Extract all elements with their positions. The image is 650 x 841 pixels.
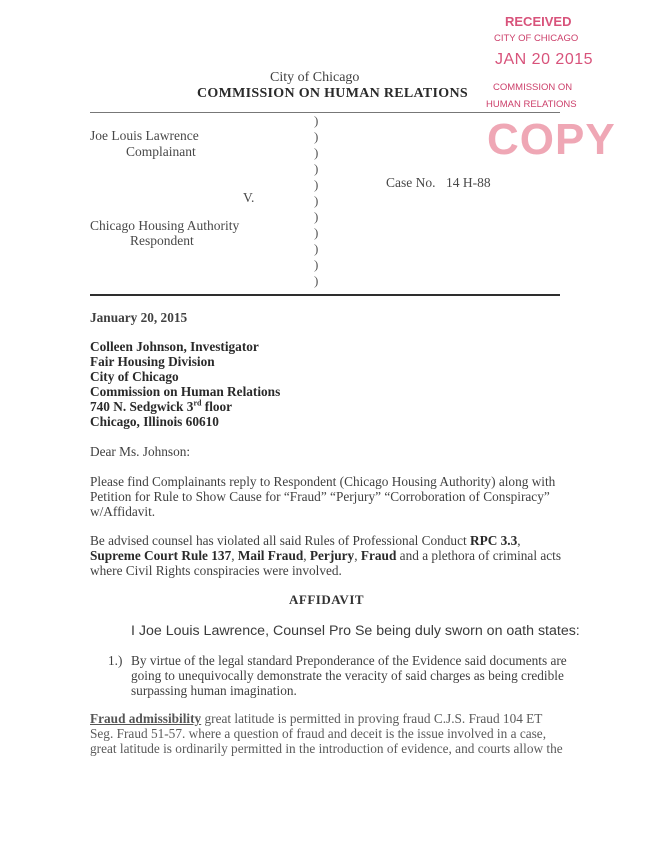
- respondent-role: Respondent: [130, 233, 194, 248]
- address-street: 740 N. Sedgwick 3: [90, 399, 194, 414]
- recipient-address: [90, 339, 280, 429]
- paren: ): [314, 129, 319, 144]
- complainant-name: Joe Louis Lawrence: [90, 128, 199, 143]
- affidavit-title: AFFIDAVIT: [289, 592, 365, 607]
- text-line: great latitude is ordinarily permitted in the introduction of evidence, and courts allow the: [90, 741, 563, 756]
- header-commission: COMMISSION ON HUMAN RELATIONS: [197, 86, 468, 101]
- case-number: 14 H-88: [446, 175, 491, 190]
- text-run: Be advised counsel has violated all said Rules of Professional Conduct: [90, 533, 470, 548]
- text-line: Petition for Rule to Show Cause for “Fraud” “Perjury” “Corroboration of Conspiracy”: [90, 489, 550, 504]
- paragraph-1: [90, 474, 555, 519]
- paren: ): [314, 161, 319, 176]
- address-line: Commission on Human Relations: [90, 384, 281, 399]
- rpc-reference: RPC 3.3: [470, 533, 518, 548]
- paren: ): [314, 209, 319, 224]
- address-line: [90, 399, 280, 414]
- text-run: ,: [354, 548, 361, 563]
- header-city: City of Chicago: [270, 70, 360, 85]
- text-run: ,: [517, 533, 521, 548]
- salutation: Dear Ms. Johnson:: [90, 444, 191, 459]
- letter-date: January 20, 2015: [90, 310, 188, 325]
- caption-bottom-rule: [90, 294, 560, 296]
- text-run: great latitude is permitted in proving fraud C.J.S. Fraud 104 ET: [201, 711, 543, 726]
- text-line: going to unequivocally demonstrate the veracity of said charges as being credible: [131, 668, 564, 683]
- copy-stamp: COPY: [487, 115, 616, 164]
- text-line: [90, 548, 561, 563]
- address-line: Colleen Johnson, Investigator: [90, 339, 259, 354]
- text-line: [90, 711, 563, 726]
- paren: ): [314, 241, 319, 256]
- respondent-name: Chicago Housing Authority: [90, 218, 240, 233]
- text-line: w/Affidavit.: [90, 504, 156, 519]
- stamp-city: CITY OF CHICAGO: [494, 33, 579, 44]
- text-line: [90, 533, 561, 548]
- charge-mail-fraud: Mail Fraud: [237, 548, 304, 563]
- stamp-commission-line2: HUMAN RELATIONS: [486, 99, 577, 110]
- paren: ): [314, 177, 319, 192]
- text-line: Seg. Fraud 51-57. where a question of fraud and deceit is the issue involved in a case,: [90, 726, 547, 741]
- complainant-role: Complainant: [126, 144, 196, 159]
- item-1-text: [131, 653, 567, 698]
- charge-perjury: Perjury: [309, 548, 355, 563]
- ordinal-suffix: rd: [193, 398, 202, 408]
- text-line: where Civil Rights conspiracies were involved.: [90, 563, 342, 578]
- address-line: City of Chicago: [90, 369, 179, 384]
- fraud-admissibility-paragraph: [90, 711, 563, 756]
- paren: ): [314, 113, 319, 128]
- item-number: 1.): [108, 653, 123, 668]
- case-label: Case No.: [386, 175, 436, 190]
- address-floor: floor: [201, 399, 233, 414]
- text-run: ,: [231, 548, 238, 563]
- charge-fraud: Fraud: [360, 548, 397, 563]
- oath-statement: I Joe Louis Lawrence, Counsel Pro Se being duly sworn on oath states:: [131, 623, 580, 639]
- paren: ): [314, 225, 319, 240]
- caption-top-rule: [90, 112, 560, 113]
- paren: ): [314, 193, 319, 208]
- stamp-received: RECEIVED: [505, 14, 572, 29]
- paragraph-2: [90, 533, 561, 578]
- paren: ): [314, 273, 319, 288]
- fraud-admissibility-heading: Fraud admissibility: [90, 711, 202, 726]
- rule-reference: Supreme Court Rule 137: [90, 548, 232, 563]
- versus-label: V.: [243, 190, 255, 205]
- text-run: and a plethora of criminal acts: [396, 548, 562, 563]
- stamp-date: JAN 20 2015: [495, 51, 594, 68]
- text-line: Please find Complainants reply to Respondent (Chicago Housing Authority) along with: [90, 474, 556, 489]
- paren: ): [314, 257, 319, 272]
- text-line: By virtue of the legal standard Preponderance of the Evidence said documents are: [131, 653, 567, 668]
- text-run: ,: [303, 548, 310, 563]
- stamp-commission-line1: COMMISSION ON: [493, 82, 573, 93]
- text-line: surpassing human imagination.: [131, 683, 297, 698]
- paren: ): [314, 145, 319, 160]
- address-line: Chicago, Illinois 60610: [90, 414, 219, 429]
- address-line: Fair Housing Division: [90, 354, 215, 369]
